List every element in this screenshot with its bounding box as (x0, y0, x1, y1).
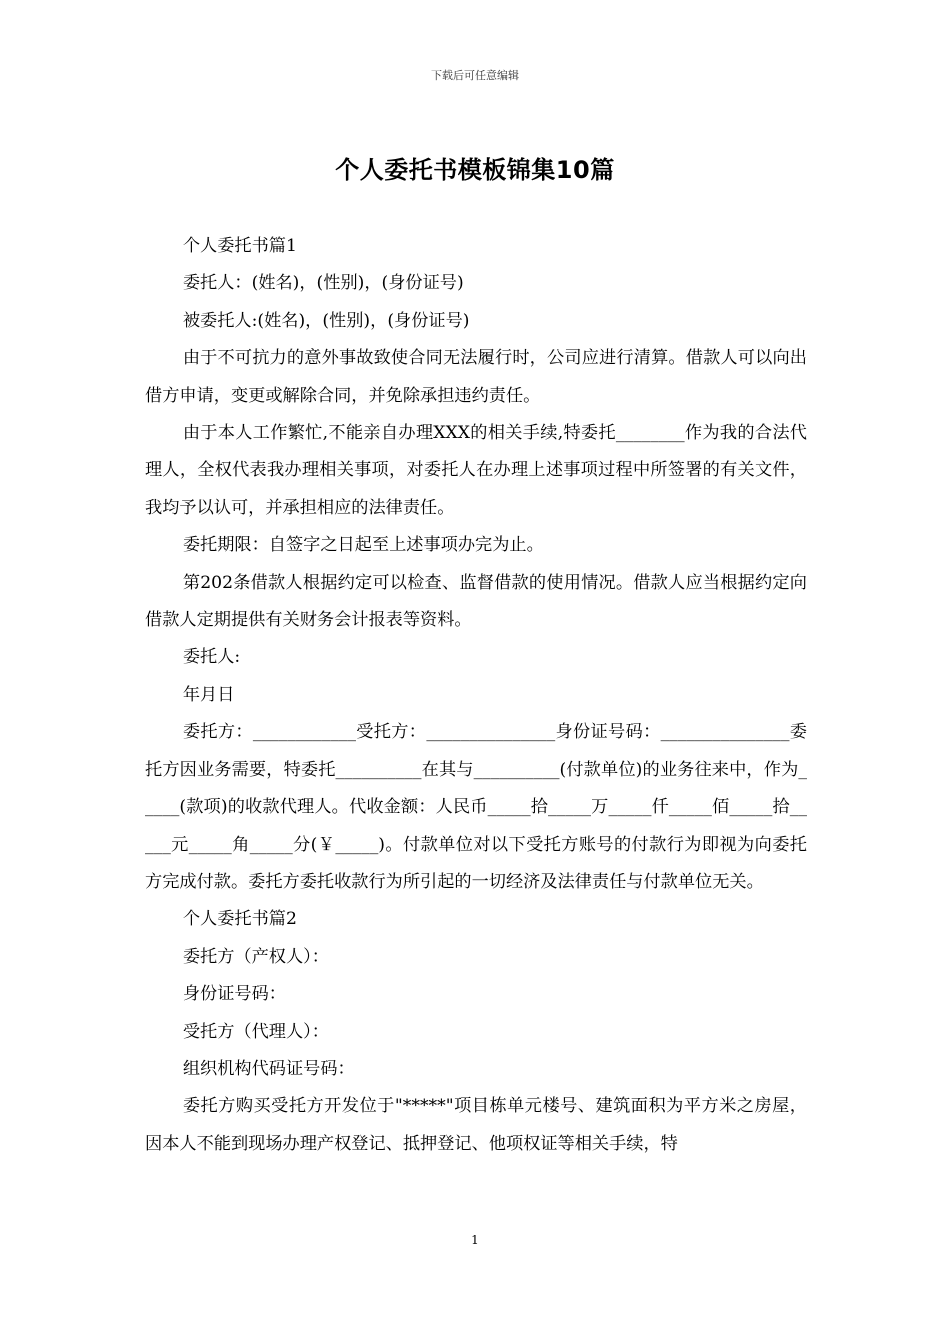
paragraph-article-202: 第202条借款人根据约定可以检查、监督借款的使用情况。借款人应当根据约定向借款人定期提供有关财务会计报表等资料。 (145, 572, 807, 631)
principal-line: 委托人：(姓名)，(性别)，(身份证号) (182, 273, 464, 294)
principal-owner-line: 委托方（产权人）： (182, 946, 329, 967)
agent-representative-line: 受托方（代理人）： (182, 1021, 329, 1042)
org-code-line: 组织机构代码证号码： (182, 1058, 355, 1079)
paragraph-force-majeure: 由于不可抗力的意外事故致使合同无法履行时，公司应进行清算。借款人可以向出借方申请，变更或解除合同，并免除承担违约责任。 (145, 348, 807, 406)
signature-date: 年月日 (182, 684, 235, 705)
paragraph-term: 委托期限：自签字之日起至上述事项办完为止。 (182, 535, 544, 556)
section-heading-1: 个人委托书篇1 (182, 236, 297, 256)
document-body (145, 228, 807, 1163)
header-note: 下载后可任意编辑 (431, 69, 519, 82)
paragraph-collection-agent: 委托方：____________受托方：_______________身份证号码：_______________委托方因业务需要，特委托__________在其与__________(付款单位)的业务往来中，作为_____(款项)的收款代理人。代收金额：人民币_____拾_____万_____仟_____佰_____拾_____元_____角_____分(￥_____)。付款单位对以下受托方账号的付款行为即视为向委托方完成付款。委托方委托收款行为所引起的一切经济及法律责任与付款单位无关。 (145, 722, 807, 892)
document-title: 个人委托书模板锦集10篇 (335, 156, 615, 184)
signature-principal: 委托人: (182, 647, 241, 668)
paragraph-property-purchase: 委托方购买受托方开发位于"*****"项目栋单元楼号、建筑面积为平方米之房屋，因本人不能到现场办理产权登记、抵押登记、他项权证等相关手续，特 (145, 1096, 807, 1154)
id-number-line: 身份证号码： (182, 984, 286, 1005)
page-number: 1 (471, 1233, 479, 1247)
paragraph-entrustment: 由于本人工作繁忙,不能亲自办理XXX的相关手续,特委托________作为我的合法代理人，全权代表我办理相关事项，对委托人在办理上述事项过程中所签署的有关文件，我均予以认可，并承担相应的法律责任。 (145, 423, 807, 518)
agent-line: 被委托人:(姓名)，(性别)，(身份证号) (182, 310, 470, 331)
section-heading-2: 个人委托书篇2 (182, 909, 297, 930)
